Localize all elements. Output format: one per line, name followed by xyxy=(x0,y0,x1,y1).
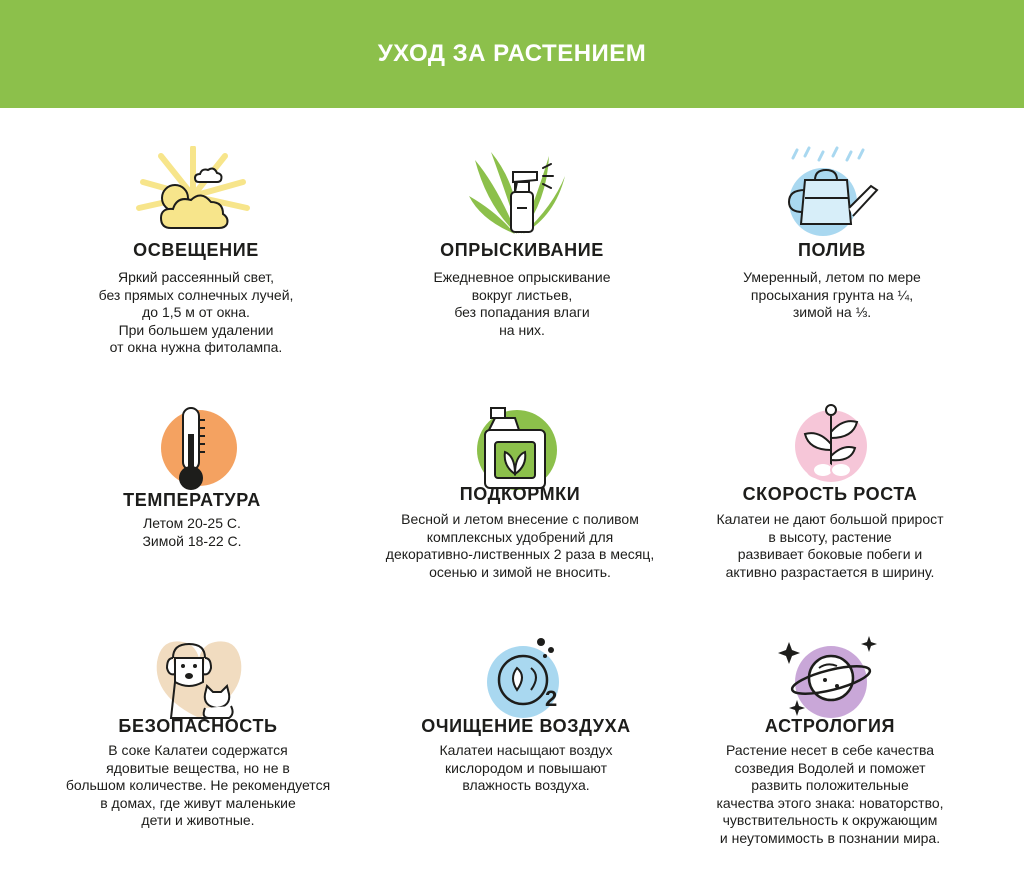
card-text: Ежедневное опрыскивание вокруг листьев, без попадания влаги на них. xyxy=(433,269,611,338)
thermometer-icon xyxy=(127,404,257,494)
card-temperature xyxy=(22,398,362,598)
sun-cloud-icon xyxy=(131,146,261,236)
card-lighting xyxy=(26,140,366,360)
card-text: Калатеи не дают большой прирост в высоту, растение развивает боковые побеги и активно разрастается в ширину. xyxy=(716,511,944,580)
card-safety xyxy=(28,630,368,850)
spray-bottle-icon xyxy=(457,146,587,236)
card-title: ОСВЕЩЕНИЕ xyxy=(133,240,259,260)
card-fertilizing xyxy=(350,398,690,598)
page-title: УХОД ЗА РАСТЕНИЕМ xyxy=(377,40,647,67)
card-watering xyxy=(662,140,1002,360)
card-text: Умеренный, летом по мере просыхания грунта на ¼, зимой на ⅓. xyxy=(743,269,921,320)
o2-subscript-label: 2 xyxy=(545,686,558,711)
card-title: ТЕМПЕРАТУРА xyxy=(123,490,261,510)
card-title: ОЧИЩЕНИЕ ВОЗДУХА xyxy=(421,716,631,736)
card-title: АСТРОЛОГИЯ xyxy=(764,716,896,736)
card-text: Растение несет в себе качества созведия Водолей и поможет развить положительные качества этого знака: новаторство, чувствительность к окружающим и неутомимость в познании мира. xyxy=(716,742,944,846)
card-air-purification xyxy=(356,630,696,850)
sprout-icon xyxy=(765,404,895,494)
card-text: В соке Калатеи содержатся ядовитые вещества, но не в большом количестве. Не рекомендуется в домах, где живут маленькие дети и животные. xyxy=(65,742,331,828)
card-text: Весной и летом внесение с поливом комплексных удобрений для декоративно-лиственных 2 раза в месяц, осенью и зимой не вносить. xyxy=(385,511,655,580)
watering-can-icon xyxy=(767,146,897,236)
card-title: ПОЛИВ xyxy=(797,240,867,260)
fertilizer-canister-icon xyxy=(455,404,585,494)
card-title: СКОРОСТЬ РОСТА xyxy=(742,484,918,504)
card-spraying xyxy=(352,140,692,360)
card-astrology xyxy=(660,630,1000,850)
card-title: БЕЗОПАСНОСТЬ xyxy=(118,716,278,736)
card-growth-rate xyxy=(660,398,1000,598)
card-title: ОПРЫСКИВАНИЕ xyxy=(440,240,604,260)
card-text: Калатеи насыщают воздух кислородом и повышают влажность воздуха. xyxy=(439,742,613,793)
header-banner xyxy=(0,0,1024,108)
planet-stars-icon xyxy=(765,632,895,722)
pets-icon xyxy=(133,634,263,724)
card-text: Летом 20-25 С. Зимой 18-22 С. xyxy=(142,515,242,549)
card-text: Яркий рассеянный свет, без прямых солнечных лучей, до 1,5 м от окна. При большем удалении от окна нужна фитолампа. xyxy=(98,269,294,355)
air-purification-icon xyxy=(461,634,591,724)
card-title: ПОДКОРМКИ xyxy=(459,484,581,504)
